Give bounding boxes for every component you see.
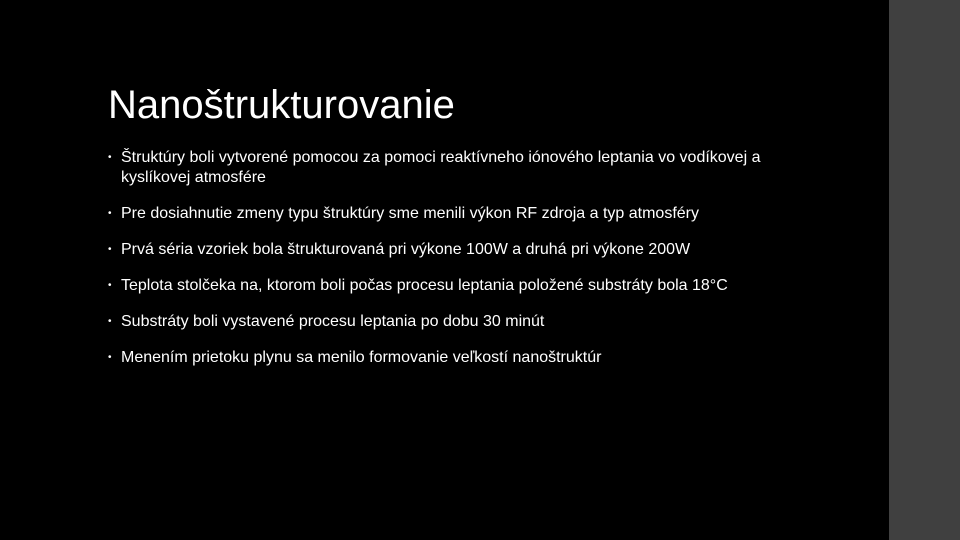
bullet-icon: • (108, 152, 112, 163)
bullet-list (108, 148, 798, 384)
side-panel (889, 0, 960, 540)
bullet-text: Štruktúry boli vytvorené pomocou za pomoci reaktívneho iónového leptania vo vodíkovej a kyslíkovej atmosfére (121, 149, 761, 186)
bullet-item (108, 240, 798, 260)
bullet-text: Menením prietoku plynu sa menilo formovanie veľkostí nanoštruktúr (121, 349, 602, 366)
bullet-icon: • (108, 244, 112, 255)
bullet-icon: • (108, 316, 112, 327)
bullet-item (108, 148, 798, 188)
bullet-text: Pre dosiahnutie zmeny typu štruktúry sme menili výkon RF zdroja a typ atmosféry (121, 205, 699, 222)
bullet-item (108, 276, 798, 296)
bullet-text: Prvá séria vzoriek bola štrukturovaná pri výkone 100W a druhá pri výkone 200W (121, 241, 691, 258)
bullet-item (108, 312, 798, 332)
slide-title: Nanoštrukturovanie (108, 83, 455, 127)
bullet-text: Teplota stolčeka na, ktorom boli počas procesu leptania položené substráty bola 18°C (121, 277, 728, 294)
bullet-item (108, 204, 798, 224)
bullet-icon: • (108, 280, 112, 291)
bullet-item (108, 348, 798, 368)
bullet-icon: • (108, 208, 112, 219)
bullet-icon: • (108, 352, 112, 363)
bullet-text: Substráty boli vystavené procesu leptania po dobu 30 minút (121, 313, 545, 330)
